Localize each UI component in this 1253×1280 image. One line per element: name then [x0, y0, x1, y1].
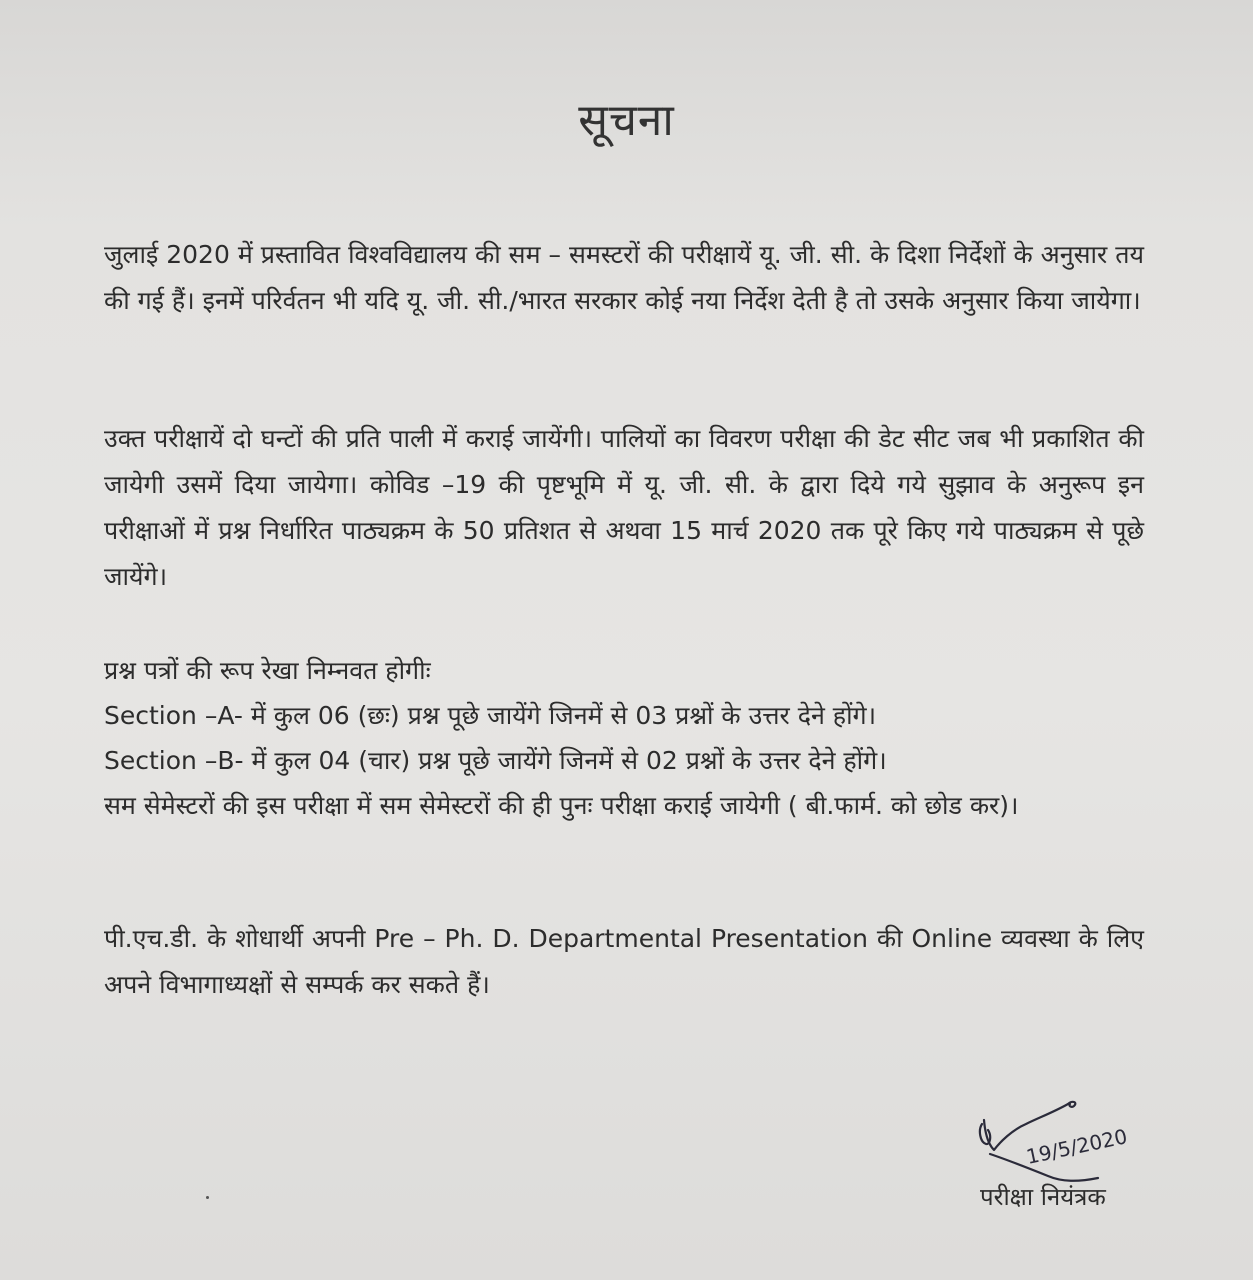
paragraph-exam-duration-text: उक्त परीक्षायें दो घन्टों की प्रति पाली में कराई जायेंगी। पालियों का विवरण परीक्षा की डेट सीट जब भी प्रकाशित की जायेगी उसमें दिया जायेगा। कोविड –19 की पृष्टभूमि में यू. जी. सी. के द्वारा दिये गये सुझाव के अनुरूप इन परीक्षाओं में प्रश्न निर्धारित पाठ्यक्रम के 50 प्रतिशत से अथवा 15 मार्च 2020 तक पूरे किए गये पाठ्यक्रम से पूछे जायेंगे।: [104, 424, 1144, 591]
section-a-rule: Section –A- में कुल 06 (छः) प्रश्न पूछे जायेंगे जिनमें से 03 प्रश्नों के उत्तर देने होंगे।: [104, 701, 877, 730]
paragraph-exam-schedule: [104, 232, 1144, 324]
section-b-rule: Section –B- में कुल 04 (चार) प्रश्न पूछे जायेंगे जिनमें से 02 प्रश्नों के उत्तर देने होंगे।: [104, 746, 887, 775]
even-semester-note: सम सेमेस्टरों की इस परीक्षा में सम सेमेस्टरों की ही पुनः परीक्षा कराई जायेगी ( बी.फार्म. को छोड कर)।: [104, 791, 1019, 820]
controller-of-examinations: परीक्षा नियंत्रक: [980, 1183, 1106, 1211]
paragraph-exam-schedule-text: जुलाई 2020 में प्रस्तावित विश्वविद्यालय की सम – समस्टरों की परीक्षायें यू. जी. सी. के दिशा निर्देशों के अनुसार तय की गई हैं। इनमें परिर्वतन भी यदि यू. जी. सी./भारत सरकार कोई नया निर्देश देती है तो उसके अनुसार किया जायेगा।: [104, 240, 1144, 315]
paragraph-phd-presentation-text: पी.एच.डी. के शोधार्थी अपनी Pre – Ph. D. Departmental Presentation की Online व्यवस्था के लिए अपने विभागाध्यक्षों से सम्पर्क कर सकते हैं।: [104, 924, 1144, 999]
paper-speck: [206, 1196, 209, 1199]
handwritten-signature: [968, 1090, 1158, 1190]
paragraph-exam-duration: [104, 416, 1144, 600]
signature-date: 19/5/2020: [1024, 1124, 1130, 1169]
paper-pattern-heading: प्रश्न पत्रों की रूप रेखा निम्नवत होगीः: [104, 656, 431, 685]
paragraph-phd-presentation: [104, 916, 1144, 1008]
paper-pattern-block: [104, 648, 1144, 828]
notice-title: सूचना: [578, 95, 675, 146]
